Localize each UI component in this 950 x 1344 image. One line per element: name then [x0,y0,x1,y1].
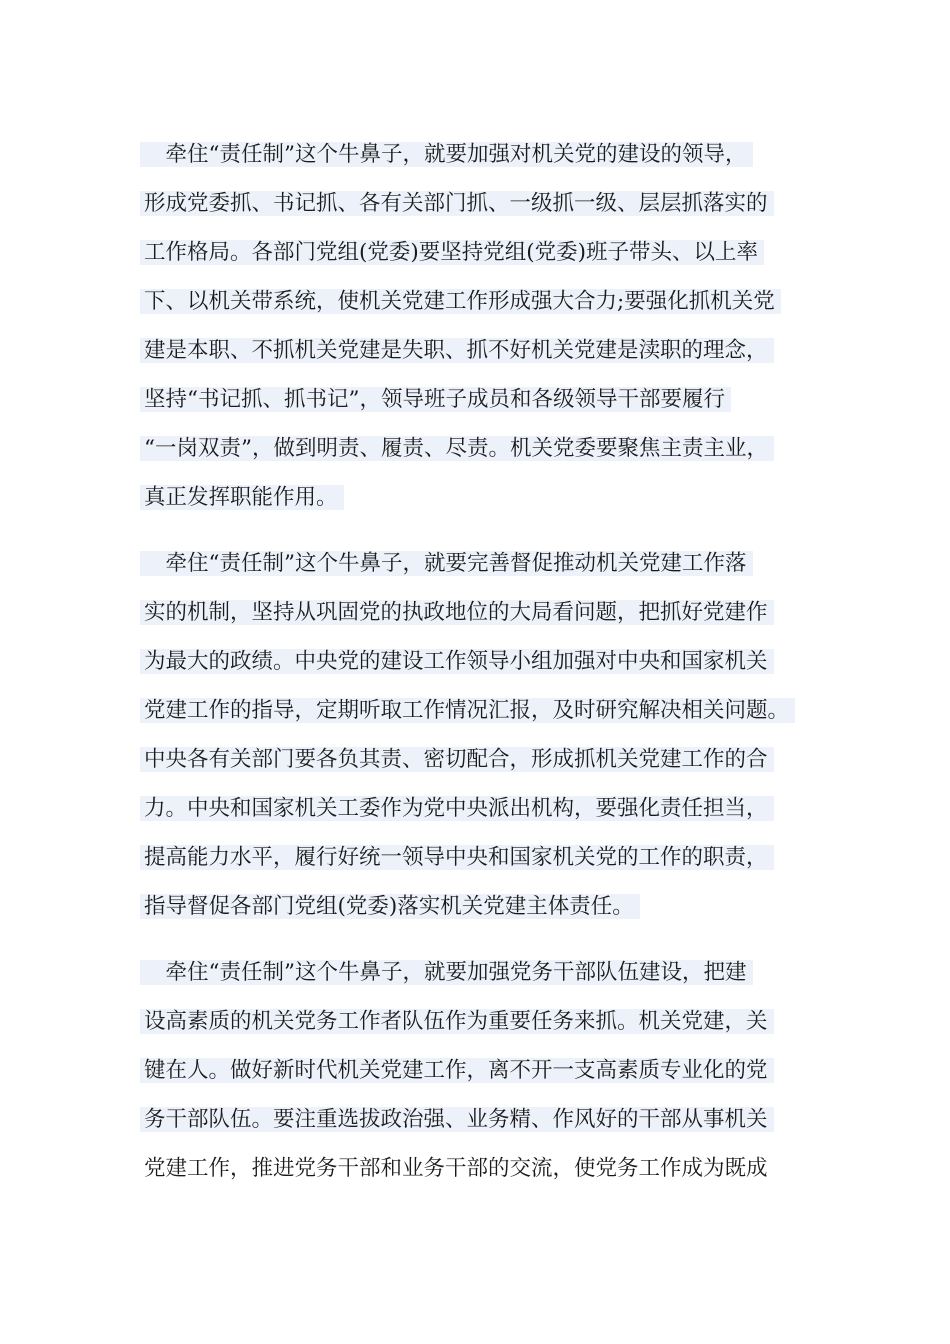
text-line: 键在人。做好新时代机关党建工作，离不开一支高素质专业化的党 [140,1052,830,1089]
text-line: 工作格局。各部门党组(党委)要坚持党组(党委)班子带头、以上率 [140,234,830,271]
text-line: 力。中央和国家机关工委作为党中央派出机构，要强化责任担当， [140,790,830,827]
text-line: 真正发挥职能作用。 [140,479,830,516]
text-line: 牵住“责任制”这个牛鼻子，就要加强党务干部队伍建设，把建 [140,954,830,991]
text-line: 党建工作的指导，定期听取工作情况汇报，及时研究解决相关问题。 [140,692,830,729]
text-line: 设高素质的机关党务工作者队伍作为重要任务来抓。机关党建，关 [140,1003,830,1040]
text-line: 实的机制，坚持从巩固党的执政地位的大局看问题，把抓好党建作 [140,594,830,631]
text-line: “一岗双责”，做到明责、履责、尽责。机关党委要聚焦主责主业， [140,430,830,467]
paragraph-3 [140,954,830,1199]
paragraph-2 [140,545,830,937]
text-line: 牵住“责任制”这个牛鼻子，就要完善督促推动机关党建工作落 [140,545,830,582]
text-line: 务干部队伍。要注重选拔政治强、业务精、作风好的干部从事机关 [140,1101,830,1138]
text-line: 牵住“责任制”这个牛鼻子，就要加强对机关党的建设的领导， [140,136,830,173]
text-line: 为最大的政绩。中央党的建设工作领导小组加强对中央和国家机关 [140,643,830,680]
text-line: 坚持“书记抓、抓书记”，领导班子成员和各级领导干部要履行 [140,381,830,418]
text-line: 指导督促各部门党组(党委)落实机关党建主体责任。 [140,888,830,925]
text-line: 中央各有关部门要各负其责、密切配合，形成抓机关党建工作的合 [140,741,830,778]
text-line: 建是本职、不抓机关党建是失职、抓不好机关党建是渎职的理念， [140,332,830,369]
text-line: 形成党委抓、书记抓、各有关部门抓、一级抓一级、层层抓落实的 [140,185,830,222]
text-line: 下、以机关带系统，使机关党建工作形成强大合力;要强化抓机关党 [140,283,830,320]
text-line: 党建工作，推进党务干部和业务干部的交流，使党务工作成为既成 [144,1156,768,1181]
paragraph-1 [140,136,830,528]
text-line: 提高能力水平，履行好统一领导中央和国家机关党的工作的职责， [140,839,830,876]
